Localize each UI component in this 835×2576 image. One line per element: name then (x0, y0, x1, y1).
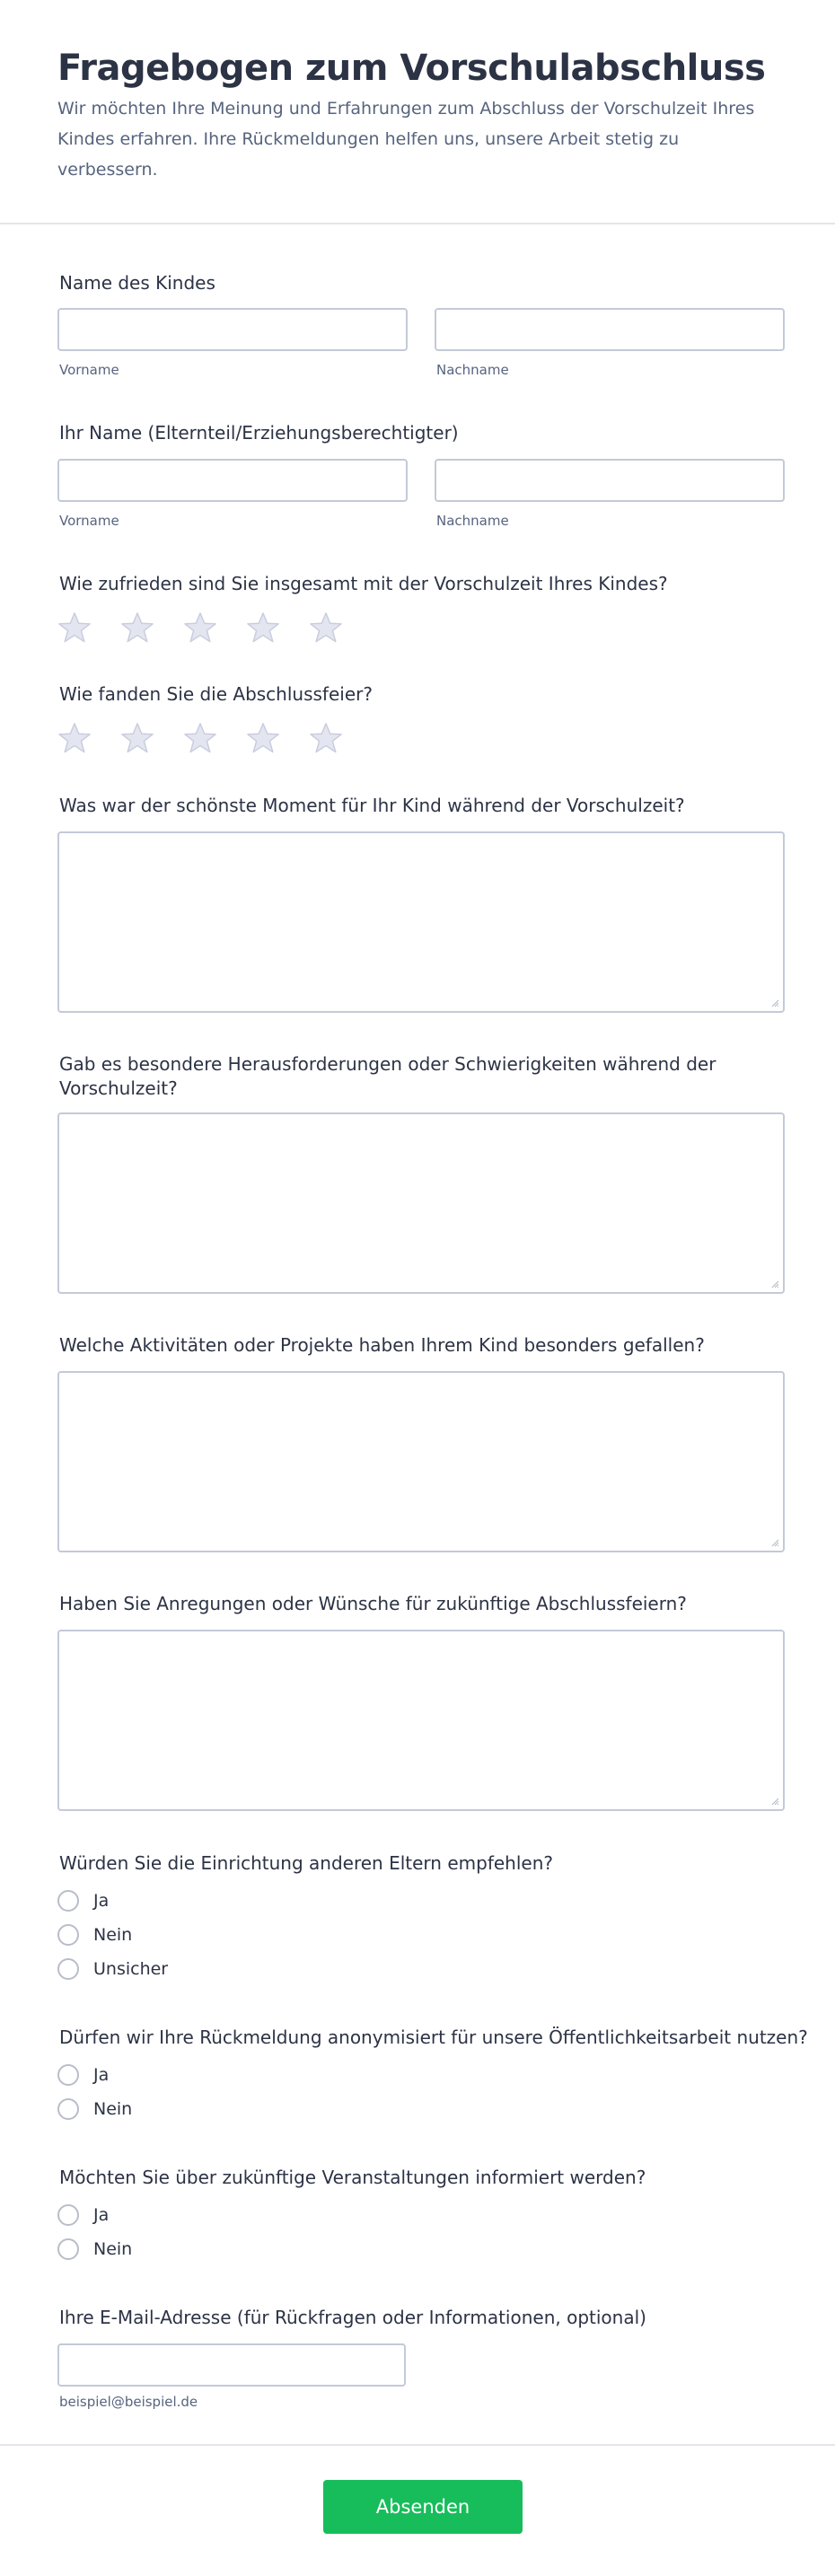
radio-option[interactable] (57, 1952, 168, 1986)
child-name-label: Name des Kindes (59, 272, 215, 294)
email-label: Ihre E-Mail-Adresse (für Rückfragen oder Informationen, optional) (59, 2307, 646, 2328)
events-info-label: Möchten Sie über zukünftige Veranstaltungen informiert werden? (59, 2167, 646, 2188)
parent-last-name-input[interactable] (435, 459, 785, 502)
moment-textarea[interactable] (57, 831, 785, 1013)
recommend-options (57, 1884, 168, 1986)
challenges-textarea[interactable] (57, 1112, 785, 1294)
radio-option[interactable] (57, 2058, 132, 2092)
resize-grip-icon[interactable] (770, 1538, 779, 1547)
rating-ceremony-stars (57, 721, 343, 755)
rating-overall-field (59, 572, 668, 596)
resize-grip-icon[interactable] (770, 1279, 779, 1288)
child-last-name-input[interactable] (435, 308, 785, 351)
star-icon[interactable] (183, 721, 217, 755)
radio-label: Nein (93, 2099, 133, 2119)
events-info-options (57, 2198, 132, 2266)
form-description: Wir möchten Ihre Meinung und Erfahrungen zum Abschluss der Vorschulzeit Ihres Kindes erfahren. Ihre Rückmeldungen helfen uns, unsere Arbeit stetig zu verbessern. (57, 99, 755, 180)
star-icon[interactable] (57, 611, 92, 645)
radio-circle[interactable] (57, 1924, 79, 1946)
child-first-name-input[interactable] (57, 308, 408, 351)
radio-option[interactable] (57, 1918, 168, 1952)
radio-option[interactable] (57, 1884, 168, 1918)
radio-option[interactable] (57, 2232, 132, 2266)
recommend-label: Würden Sie die Einrichtung anderen Eltern empfehlen? (59, 1852, 553, 1874)
child-last-name-sublabel: Nachname (436, 362, 509, 378)
moment-label: Was war der schönste Moment für Ihr Kind während der Vorschulzeit? (59, 795, 685, 816)
activities-label: Welche Aktivitäten oder Projekte haben Ihrem Kind besonders gefallen? (59, 1334, 705, 1356)
email-input[interactable] (57, 2343, 406, 2387)
form-title: Fragebogen zum Vorschulabschluss (57, 48, 766, 89)
star-icon[interactable] (309, 611, 343, 645)
radio-circle[interactable] (57, 2204, 79, 2226)
radio-circle[interactable] (57, 1958, 79, 1980)
rating-ceremony-field (59, 682, 373, 707)
form-footer (0, 2444, 835, 2576)
radio-option[interactable] (57, 2198, 132, 2232)
parent-name-inputs (57, 459, 785, 529)
radio-circle[interactable] (57, 2238, 79, 2260)
form-header (0, 0, 835, 224)
child-name-inputs (57, 308, 785, 378)
rating-overall-label: Wie zufrieden sind Sie insgesamt mit der Vorschulzeit Ihres Kindes? (59, 573, 668, 594)
challenges-label: Gab es besondere Herausforderungen oder Schwierigkeiten während der Vorschulzeit? (59, 1053, 716, 1099)
radio-label: Nein (93, 2239, 133, 2259)
radio-circle[interactable] (57, 2064, 79, 2086)
star-icon[interactable] (246, 611, 280, 645)
parent-name-field (59, 421, 459, 445)
anonymous-use-label: Dürfen wir Ihre Rückmeldung anonymisiert für unsere Öffentlichkeitsarbeit nutzen? (59, 2027, 808, 2048)
resize-grip-icon[interactable] (770, 998, 779, 1007)
email-sublabel: beispiel@beispiel.de (59, 2394, 198, 2410)
parent-last-name-sublabel: Nachname (436, 513, 509, 529)
star-icon[interactable] (57, 721, 92, 755)
child-name-field (59, 271, 215, 295)
parent-first-name-input[interactable] (57, 459, 408, 502)
parent-first-name-sublabel: Vorname (59, 513, 119, 529)
submit-button[interactable]: Absenden (323, 2480, 523, 2534)
activities-textarea[interactable] (57, 1371, 785, 1552)
star-icon[interactable] (309, 721, 343, 755)
radio-label: Ja (93, 2065, 110, 2085)
parent-name-label: Ihr Name (Elternteil/Erziehungsberechtigter) (59, 422, 459, 444)
star-icon[interactable] (120, 611, 154, 645)
star-icon[interactable] (183, 611, 217, 645)
radio-label: Ja (93, 2205, 110, 2225)
radio-circle[interactable] (57, 2098, 79, 2120)
radio-label: Unsicher (93, 1959, 169, 1979)
radio-option[interactable] (57, 2092, 132, 2126)
radio-circle[interactable] (57, 1890, 79, 1912)
star-icon[interactable] (246, 721, 280, 755)
anonymous-use-options (57, 2058, 132, 2126)
radio-label: Ja (93, 1891, 110, 1911)
star-icon[interactable] (120, 721, 154, 755)
resize-grip-icon[interactable] (770, 1797, 779, 1806)
rating-ceremony-label: Wie fanden Sie die Abschlussfeier? (59, 683, 373, 705)
suggestions-textarea[interactable] (57, 1630, 785, 1811)
child-first-name-sublabel: Vorname (59, 362, 119, 378)
radio-label: Nein (93, 1925, 133, 1945)
suggestions-label: Haben Sie Anregungen oder Wünsche für zukünftige Abschlussfeiern? (59, 1593, 687, 1614)
rating-overall-stars (57, 611, 343, 645)
